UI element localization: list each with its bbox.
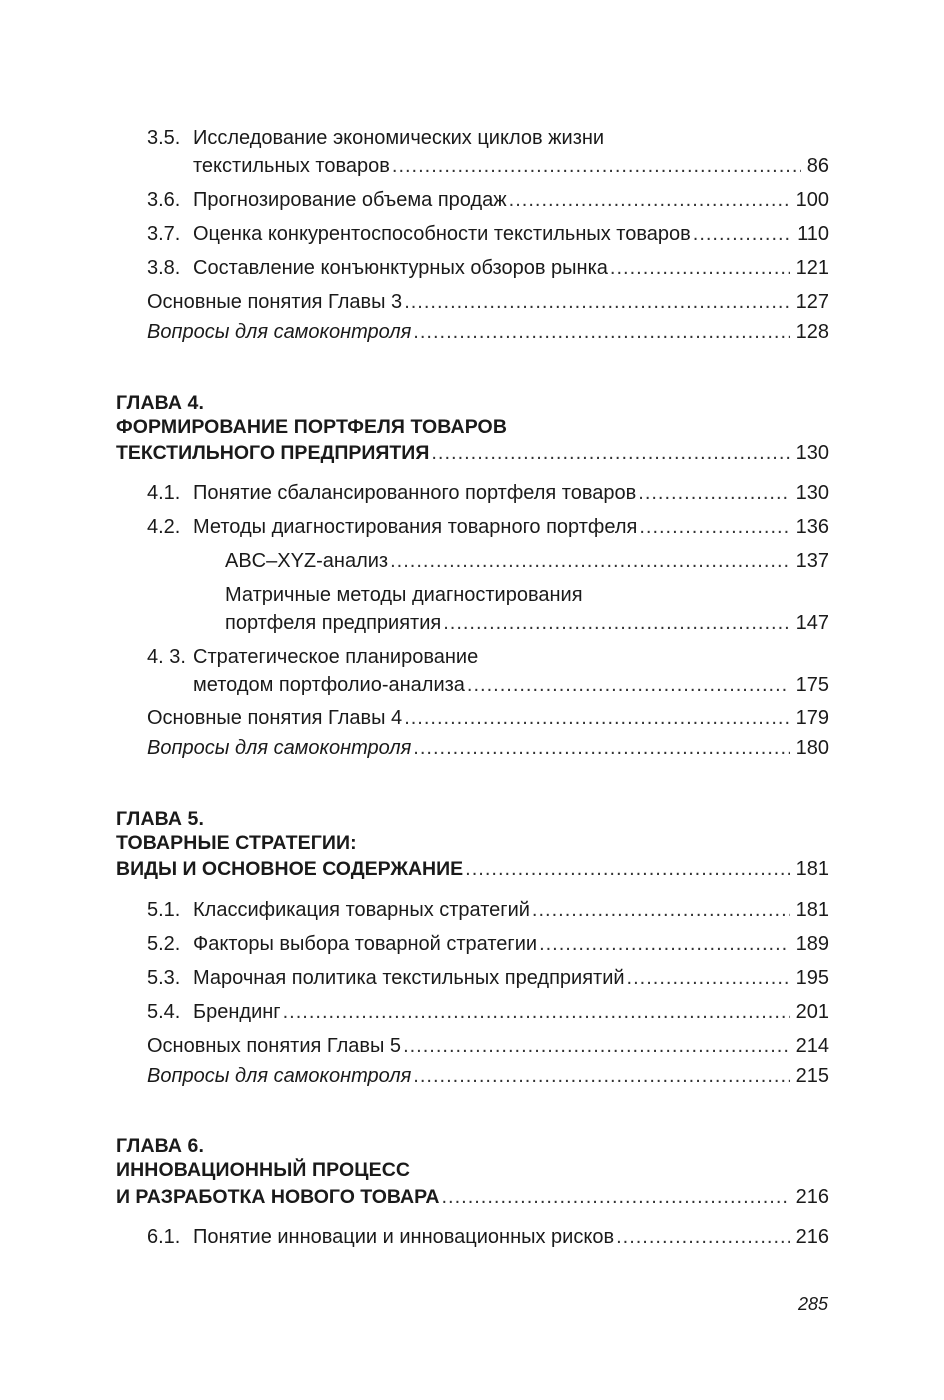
item-page: 216 xyxy=(795,1226,829,1248)
item-page: 86 xyxy=(806,155,829,177)
toc-subitem-abc-xyz[interactable] xyxy=(225,549,829,573)
item-page: 130 xyxy=(795,482,829,504)
item-page: 216 xyxy=(795,1186,829,1208)
chapter-5-title-line1: ТОВАРНЫЕ СТРАТЕГИИ: xyxy=(116,832,357,854)
toc-item-3-5-line1 xyxy=(147,126,604,150)
item-page: 137 xyxy=(795,550,829,572)
item-number: 4.1. xyxy=(147,482,181,504)
item-label: Основных понятия Главы 5 xyxy=(147,1035,402,1057)
toc-item-5-1[interactable] xyxy=(147,898,829,922)
item-number: 3.6. xyxy=(147,189,181,211)
toc-item-5-4[interactable] xyxy=(147,1000,829,1024)
item-page: 127 xyxy=(795,291,829,313)
item-label: методом портфолио-анализа xyxy=(193,674,465,696)
toc-chapter-4[interactable] xyxy=(116,441,829,465)
toc-item-3-7[interactable] xyxy=(147,222,829,246)
item-number: 5.4. xyxy=(147,1001,181,1023)
toc-questions-ch5[interactable] xyxy=(147,1064,829,1088)
dot-leader xyxy=(638,481,789,505)
toc-concepts-ch5[interactable] xyxy=(147,1034,829,1058)
toc-chapter-5[interactable] xyxy=(116,857,829,881)
item-label: Брендинг xyxy=(193,1001,281,1023)
item-label: Основные понятия Главы 4 xyxy=(147,707,403,729)
chapter-4-number: ГЛАВА 4. xyxy=(116,392,205,414)
item-label: Стратегическое планирование xyxy=(193,646,479,668)
dot-leader xyxy=(467,673,790,697)
dot-leader xyxy=(539,932,790,956)
item-label: Прогнозирование объема продаж xyxy=(193,189,507,211)
chapter-6-title-line1: ИННОВАЦИОННЫЙ ПРОЦЕСС xyxy=(116,1159,411,1181)
item-number: 4.2. xyxy=(147,516,181,538)
item-page: 181 xyxy=(795,899,829,921)
item-number: 5.2. xyxy=(147,933,181,955)
toc-item-4-3[interactable] xyxy=(193,673,829,697)
dot-leader xyxy=(441,1185,789,1209)
item-label: Методы диагностирования товарного портфеля xyxy=(193,516,638,538)
item-page: 130 xyxy=(795,442,829,464)
dot-leader xyxy=(532,898,790,922)
toc-questions-ch3[interactable] xyxy=(147,320,829,344)
toc-subitem-matrix[interactable] xyxy=(225,611,829,635)
dot-leader xyxy=(693,222,791,246)
item-page: 175 xyxy=(795,674,829,696)
toc-item-3-6[interactable] xyxy=(147,188,829,212)
item-page: 180 xyxy=(795,737,829,759)
item-label: Понятие сбалансированного портфеля товаров xyxy=(193,482,637,504)
dot-leader xyxy=(610,256,790,280)
dot-leader xyxy=(392,154,801,178)
dot-leader xyxy=(403,1034,790,1058)
toc-concepts-ch4[interactable] xyxy=(147,706,829,730)
item-number: 3.8. xyxy=(147,257,181,279)
item-label: Оценка конкурентоспособности текстильных товаров xyxy=(193,223,691,245)
chapter-4-title-line1: ФОРМИРОВАНИЕ ПОРТФЕЛЯ ТОВАРОВ xyxy=(116,416,508,438)
toc-item-4-2[interactable] xyxy=(147,515,829,539)
dot-leader xyxy=(431,441,789,465)
item-page: 147 xyxy=(795,612,829,634)
item-page: 189 xyxy=(795,933,829,955)
dot-leader xyxy=(390,549,790,573)
toc-item-3-5[interactable] xyxy=(193,154,829,178)
chapter-4-title-line2: ТЕКСТИЛЬНОГО ПРЕДПРИЯТИЯ xyxy=(116,442,430,464)
toc-subitem-matrix-line1: Матричные методы диагностирования xyxy=(225,584,583,606)
dot-leader xyxy=(413,1064,789,1088)
page-number: 285 xyxy=(797,1294,828,1314)
item-page: 195 xyxy=(795,967,829,989)
item-label: Составление конъюнктурных обзоров рынка xyxy=(193,257,608,279)
chapter-5-number: ГЛАВА 5. xyxy=(116,808,205,830)
dot-leader xyxy=(627,966,790,990)
dot-leader xyxy=(465,857,789,881)
item-number: 3.5. xyxy=(147,127,181,149)
item-page: 181 xyxy=(795,858,829,880)
dot-leader xyxy=(509,188,790,212)
dot-leader xyxy=(639,515,789,539)
toc-questions-ch4[interactable] xyxy=(147,736,829,760)
toc-concepts-ch3[interactable] xyxy=(147,290,829,314)
item-label: ABC–XYZ-анализ xyxy=(225,550,389,572)
item-label: Исследование экономических циклов жизни xyxy=(193,127,605,149)
item-number: 3.7. xyxy=(147,223,181,245)
item-label: портфеля предприятия xyxy=(225,612,442,634)
item-number: 6.1. xyxy=(147,1226,181,1248)
dot-leader xyxy=(283,1000,790,1024)
item-page: 201 xyxy=(795,1001,829,1023)
item-label: Классификация товарных стратегий xyxy=(193,899,530,921)
item-label: Марочная политика текстильных предприятий xyxy=(193,967,625,989)
item-page: 110 xyxy=(797,223,829,245)
item-label: Вопросы для самоконтроля xyxy=(147,321,412,343)
dot-leader xyxy=(404,706,789,730)
toc-item-5-3[interactable] xyxy=(147,966,829,990)
item-label: Факторы выбора товарной стратегии xyxy=(193,933,538,955)
toc-item-4-3-line1 xyxy=(147,645,478,669)
toc-item-6-1[interactable] xyxy=(147,1225,829,1249)
item-number: 5.3. xyxy=(147,967,181,989)
item-label: Вопросы для самоконтроля xyxy=(147,737,412,759)
toc-item-3-8[interactable] xyxy=(147,256,829,280)
chapter-6-title-line2: И РАЗРАБОТКА НОВОГО ТОВАРА xyxy=(116,1186,440,1208)
dot-leader xyxy=(413,736,789,760)
item-page: 100 xyxy=(795,189,829,211)
dot-leader xyxy=(413,320,789,344)
chapter-6-number: ГЛАВА 6. xyxy=(116,1135,205,1157)
item-page: 215 xyxy=(795,1065,829,1087)
item-number: 4. 3. xyxy=(147,646,186,668)
item-page: 214 xyxy=(795,1035,829,1057)
dot-leader xyxy=(443,611,789,635)
item-number: 5.1. xyxy=(147,899,181,921)
item-label: Понятие инновации и инновационных рисков xyxy=(193,1226,615,1248)
item-page: 179 xyxy=(795,707,829,729)
item-page: 136 xyxy=(795,516,829,538)
dot-leader xyxy=(616,1225,790,1249)
item-label: Вопросы для самоконтроля xyxy=(147,1065,412,1087)
item-label: Основные понятия Главы 3 xyxy=(147,291,403,313)
item-page: 128 xyxy=(795,321,829,343)
chapter-5-title-line2: ВИДЫ И ОСНОВНОЕ СОДЕРЖАНИЕ xyxy=(116,858,464,880)
item-page: 121 xyxy=(795,257,829,279)
item-label: текстильных товаров xyxy=(193,155,390,177)
toc-item-4-1[interactable] xyxy=(147,481,829,505)
dot-leader xyxy=(404,290,789,314)
toc-chapter-6[interactable] xyxy=(116,1185,829,1209)
toc-item-5-2[interactable] xyxy=(147,932,829,956)
